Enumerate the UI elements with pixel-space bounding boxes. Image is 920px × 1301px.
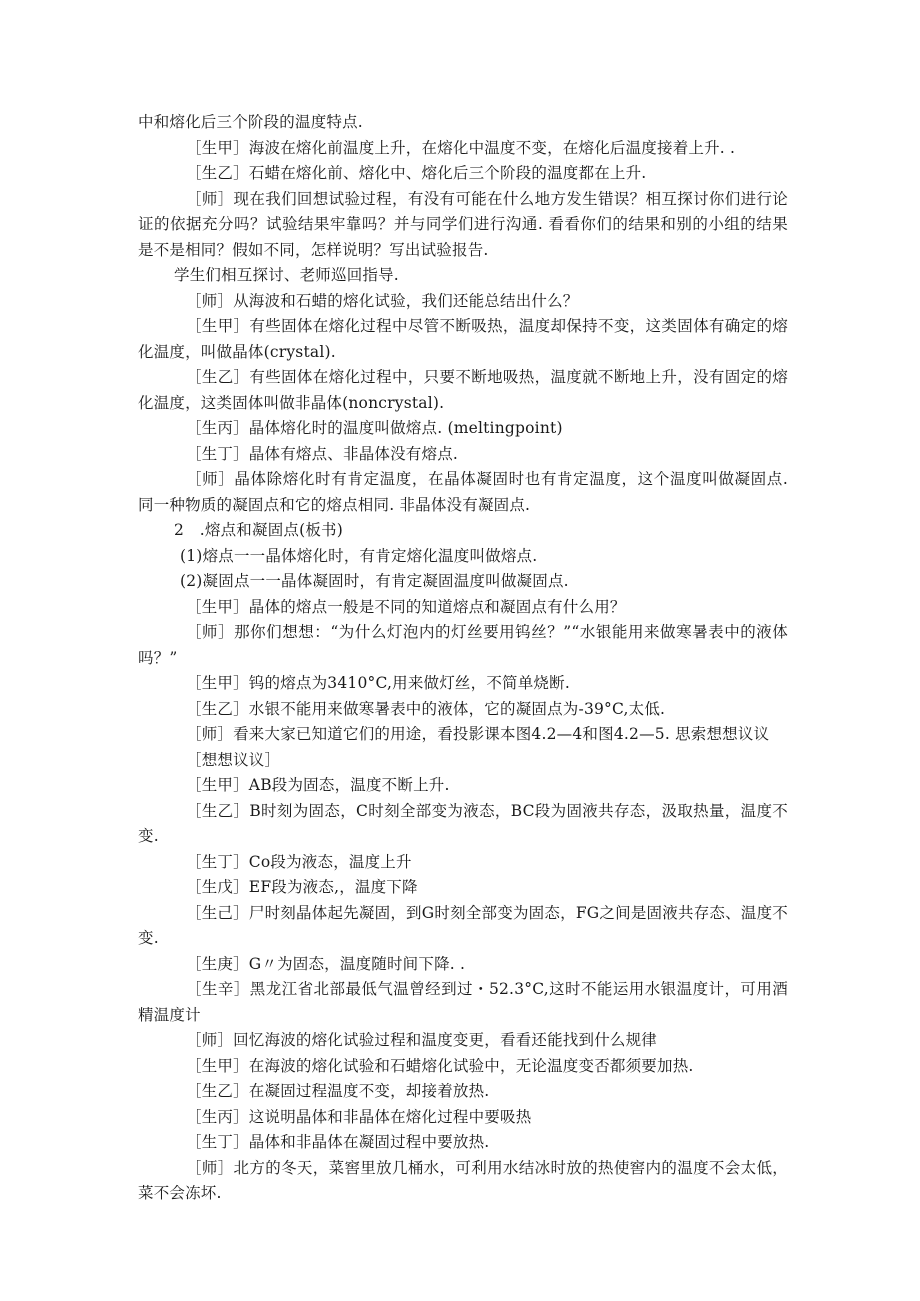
dialogue-line: ［生乙］B时刻为固态，C时刻全部变为液态，BC段为固液共存态，汲取热量，温度不变. xyxy=(138,801,788,845)
dialogue-line: ［师］晶体除熔化时有肯定温度，在晶体凝固时也有肯定温度，这个温度叫做凝固点. 同一种物质的凝固点和它的熔点相同. 非晶体没有凝固点. xyxy=(138,470,788,514)
narration-line: 学生们相互探讨、老师巡回指导. xyxy=(174,266,399,284)
document-page xyxy=(138,110,788,1207)
paragraph-continuation: 中和熔化后三个阶段的温度特点. xyxy=(138,113,363,131)
dialogue-line: ［生乙］石蜡在熔化前、熔化中、熔化后三个阶段的温度都在上升. xyxy=(186,164,647,182)
dialogue-line: ［生丁］Co段为液态，温度上升 xyxy=(186,852,412,871)
dialogue-line: ［生乙］在凝固过程温度不变，却接着放热. xyxy=(186,1082,490,1100)
dialogue-line: ［生丁］晶体有熔点、非晶体没有熔点. xyxy=(186,444,459,463)
dialogue-line: ［生己］尸时刻晶体起先凝固，到G时刻全部变为固态，FG之间是固液共存态、温度不变. xyxy=(138,903,788,947)
dialogue-line: ［师］那你们想想：“为什么灯泡内的灯丝要用钨丝？”“水银能用来做寒暑表中的液体吗？” xyxy=(138,623,788,667)
dialogue-line: ［生戊］EF段为液态,，温度下降 xyxy=(186,878,418,896)
dialogue-line: ［生甲］海波在熔化前温度上升，在熔化中温度不变，在熔化后温度接着上升. . xyxy=(186,138,736,157)
definition-line: (2)凝固点一一晶体凝固时，有肯定凝固温度叫做凝固点. xyxy=(180,572,569,590)
dialogue-line: ［生甲］在海波的熔化试验和石蜡熔化试验中，无论温度变否都须要加热. xyxy=(186,1056,694,1075)
dialogue-line: ［师］看来大家已知道它们的用途，看投影课本图4.2—4和图4.2—5. 思索想想议议 xyxy=(186,725,770,743)
dialogue-line: ［师］现在我们回想试验过程，有没有可能在什么地方发生错误？相互探讨你们进行论证的依据充分吗？试验结果牢靠吗？并与同学们进行沟通. 看看你们的结果和别的小组的结果是不是相同？假如不同，怎样说明？写出试验报告. xyxy=(138,189,788,259)
dialogue-line: ［师］从海波和石蜡的熔化试验，我们还能总结出什么？ xyxy=(186,291,579,310)
section-heading: 2 .熔点和凝固点(板书) xyxy=(174,521,343,539)
dialogue-line: ［师］北方的冬天，菜窖里放几桶水，可利用水结冰时放的热使窖内的温度不会太低，菜不会冻坏. xyxy=(138,1158,788,1202)
dialogue-line: ［生丙］这说明晶体和非晶体在熔化过程中要吸热 xyxy=(186,1107,532,1126)
dialogue-line: ［生甲］钨的熔点为3410°C,用来做灯丝，不简单烧断. xyxy=(186,674,570,692)
dialogue-line: ［生乙］水银不能用来做寒暑表中的液体，它的凝固点为-39°C,太低. xyxy=(186,699,666,718)
dialogue-line: ［生丁］晶体和非晶体在凝固过程中要放热. xyxy=(186,1133,490,1151)
dialogue-line: ［生辛］黑龙江省北部最低气温曾经到过・52.3°C,这时不能运用水银温度计，可用酒精温度计 xyxy=(138,980,788,1024)
dialogue-line: ［生甲］晶体的熔点一般是不同的知道熔点和凝固点有什么用？ xyxy=(186,597,626,616)
subsection-label: ［想想议议］ xyxy=(186,750,281,769)
dialogue-line: ［生庚］G〃为固态，温度随时间下降. . xyxy=(186,954,466,973)
dialogue-line: ［生甲］有些固体在熔化过程中尽管不断吸热，温度却保持不变，这类固体有确定的熔化温度，叫做晶体(crystal). xyxy=(138,317,788,361)
definition-line: (1)熔点一一晶体熔化时，有肯定熔化温度叫做熔点. xyxy=(180,546,538,565)
dialogue-line: ［生甲］AB段为固态，温度不断上升. xyxy=(186,776,450,794)
dialogue-line: ［生丙］晶体熔化时的温度叫做熔点. (meltingpoint) xyxy=(186,419,563,437)
dialogue-line: ［生乙］有些固体在熔化过程中，只要不断地吸热，温度就不断地上升，没有固定的熔化温度，这类固体叫做非晶体(noncrystal). xyxy=(138,368,788,412)
dialogue-line: ［师］回忆海波的熔化试验过程和温度变更，看看还能找到什么规律 xyxy=(186,1031,658,1049)
